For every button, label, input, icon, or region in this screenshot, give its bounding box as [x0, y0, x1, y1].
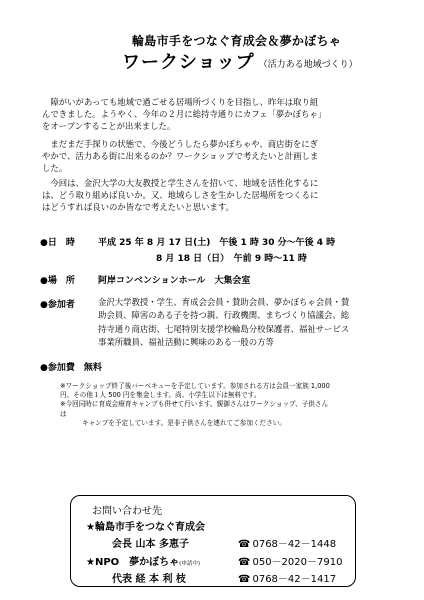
organizer-title: 輪島市手をつなぐ育成会＆夢かぼちゃ: [132, 34, 342, 48]
paragraph-line: 障がいがあっても地域で過ごせる居場所づくりを目指し、昨年は取り組: [50, 97, 319, 107]
participants-line: 事業所職員、福祉活動に興味のある一般の方等: [98, 337, 274, 348]
place-value: 阿岸コンベンションホール 大集会室: [98, 276, 251, 286]
tel-number: 0768－42－1448: [252, 539, 337, 550]
contact-person-1: 会長 山本 多恵子: [112, 539, 189, 550]
phone-icon: ☎: [238, 574, 251, 585]
contact-org-1: ★輪島市手をつなぐ育成会: [86, 522, 205, 533]
place-label: ●場 所: [40, 276, 75, 286]
paragraph-line: した。: [42, 163, 68, 174]
date-label: ●日 時: [40, 238, 75, 248]
contact-tel-3: [238, 570, 336, 585]
tel-number: 0768－42－1417: [252, 574, 337, 585]
note-line: 円、その他１人 500 円を集金します。尚、小学生以下は無料です。: [60, 391, 261, 400]
phone-icon: ☎: [238, 557, 251, 568]
participants-line: 金沢大学教授・学生、育成会会員・賛助会員、夢かぼちゃ会員・賛: [98, 297, 350, 307]
contact-org-2: [86, 553, 200, 568]
contact-tel-1: [238, 535, 336, 550]
org-2-name: ★NPO 夢かぼちゃ: [86, 557, 180, 568]
note-line: ※ワークショップ終了後バーベキューを予定しています。参加される方は会員一家族 1,000: [60, 382, 330, 390]
page-title: [122, 48, 358, 74]
date-line-2: 8 月 18 日（日） 午前 9 時～11 時: [156, 254, 307, 264]
participants-line: 助会員、障害のある子を持つ親、行政機関、まちづくり協議会、総: [98, 310, 350, 321]
notes-block: [60, 382, 410, 428]
phone-icon: ☎: [238, 539, 251, 550]
title-subtitle: （活力ある地域づくり）: [258, 59, 358, 70]
paragraph-line: やかで、活力ある街に出来るのか？ワークショップで考えたいと計画しま: [42, 151, 319, 162]
note-line: ※今回同時に育成会療育キャンプも併せて行います。親御さんはワークショップ、子供さん: [60, 400, 329, 409]
participants-line: 持寺通り商店街、七尾特別支援学校輪島分校保護者、福祉サービス: [98, 323, 350, 334]
participants-label: ●参加者: [40, 300, 75, 310]
paragraph-line: をオープンすることが出来ました。: [42, 121, 176, 132]
fee-label: ●参加費 無料: [40, 363, 102, 373]
date-line-1: 平成 25 年 8 月 17 日(土) 午後 1 時 30 分～午後 4 時: [98, 238, 336, 248]
paragraph-line: んできました。ようやく、今年の２月に総持寺通りにカフェ「夢かぼちゃ」: [42, 109, 327, 120]
intro-paragraph-2: [42, 138, 394, 175]
contact-tel-2: [238, 553, 342, 568]
participants-list: [98, 296, 398, 350]
intro-paragraph-1: [42, 96, 394, 133]
paragraph-line: は、どう取り組めば良いか。又、地域らしさを生かした居場所をつくるに: [42, 190, 319, 201]
tel-number: 050－2020－7910: [252, 557, 343, 568]
title-main: ワークショップ: [122, 52, 255, 73]
contact-heading: お問い合わせ先: [92, 506, 162, 517]
org-2-status: (申請中): [179, 561, 200, 567]
note-line: は: [60, 409, 67, 418]
paragraph-line: はどうすれば良いのか皆なで考えたいと思います。: [42, 202, 234, 213]
contact-person-2: 代表 経 本 利 枝: [112, 574, 186, 585]
paragraph-line: 今回は、金沢大学の大友教授と学生さんを招いて、地域を活性化するに: [50, 178, 319, 188]
paragraph-line: まだまだ手探りの状態で、今後どうしたら夢かぼちゃや、商店街をにぎ: [50, 139, 319, 149]
intro-paragraph-3: [42, 177, 394, 214]
note-line: キャンプを予定しています。是非子供さんを連れてご参加ください。: [82, 418, 286, 427]
